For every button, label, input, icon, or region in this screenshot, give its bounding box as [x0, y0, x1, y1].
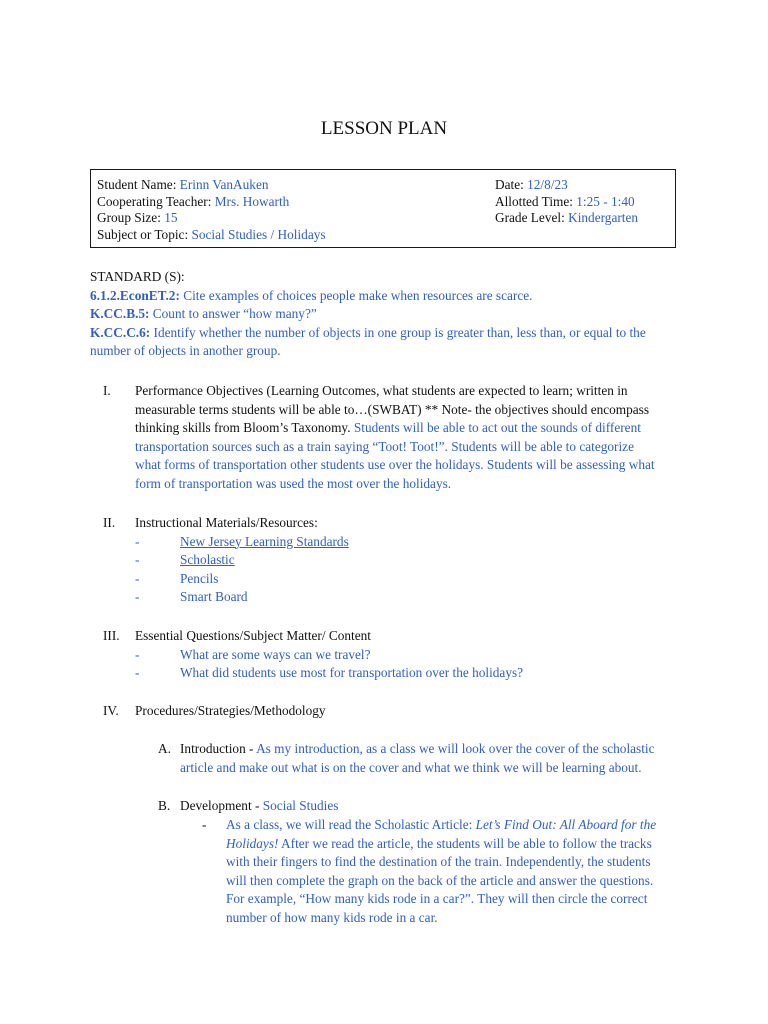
grade-level-label: Grade Level:	[495, 210, 565, 225]
standard-code: 6.1.2.EconET.2:	[90, 287, 180, 303]
procedure-text: As my introduction, as a class we will look over the cover of the scholastic	[256, 741, 655, 756]
procedure-line: article and make out what is on the cover and what we think we will be learning about.	[180, 759, 642, 775]
development-line	[226, 835, 676, 854]
standard-item-continued: number of objects in another group.	[90, 343, 281, 359]
development-detail	[90, 816, 690, 931]
development-line: will then complete the graph on the back of the article and answer the questions.	[226, 872, 654, 888]
list-item-text: What did students use most for transportation over the holidays?	[180, 665, 524, 681]
materials-list	[135, 533, 690, 607]
group-size-value: 15	[164, 210, 178, 225]
section-numeral: IV.	[103, 703, 119, 718]
dash-bullet: -	[135, 646, 140, 662]
section-body	[135, 382, 690, 494]
objectives-line: Performance Objectives (Learning Outcomes, what students are expected to learn; written in	[135, 383, 628, 398]
procedure-heading	[180, 797, 700, 816]
standards-section	[90, 268, 690, 361]
development-line: number of how many kids rode in a car.	[226, 909, 438, 925]
procedure-label: Development -	[180, 798, 263, 813]
article-title: Holidays!	[226, 835, 279, 851]
development-line: For example, “How many kids rode in a car?”. They will then circle the correct	[226, 891, 648, 907]
standard-item	[90, 324, 690, 343]
link-scholastic[interactable]: Scholastic	[180, 552, 235, 568]
procedure-topic: Social Studies	[262, 798, 339, 813]
link-nj-standards[interactable]: New Jersey Learning Standards	[180, 533, 349, 549]
grade-level-row	[495, 210, 638, 227]
procedure-body	[180, 740, 700, 777]
article-title: Let’s Find Out: All Aboard for the	[475, 817, 657, 832]
section-heading: Instructional Materials/Resources:	[135, 515, 318, 530]
procedure-letter: B.	[158, 798, 171, 813]
section-performance-objectives	[90, 382, 690, 497]
info-left-column	[97, 177, 326, 243]
objectives-line: transportation sources such as a train saying “Toot! Toot!”. Students will be able to categorize	[135, 438, 634, 454]
development-text: After we read the article, the students will be able to follow the tracks	[278, 835, 652, 851]
subject-row	[97, 227, 326, 244]
section-numeral: II.	[103, 515, 116, 530]
list-item	[135, 551, 690, 570]
list-item	[135, 588, 690, 607]
teacher-value: Mrs. Howarth	[214, 193, 290, 209]
info-right-column	[495, 177, 638, 227]
dash-bullet: -	[135, 533, 140, 549]
info-box	[90, 169, 676, 248]
section-body	[135, 514, 690, 607]
student-name-value: Erinn VanAuken	[179, 177, 269, 192]
student-name-row	[97, 177, 326, 194]
grade-level-value: Kindergarten	[568, 210, 639, 225]
standard-text: Count to answer “how many?”	[149, 306, 317, 322]
standard-code: K.CC.B.5:	[90, 306, 150, 322]
list-item-text: Smart Board	[180, 589, 248, 605]
section-essential-questions	[90, 627, 690, 685]
standard-item	[90, 287, 690, 306]
section-heading: Procedures/Strategies/Methodology	[135, 703, 326, 718]
list-item	[135, 570, 690, 589]
dash-bullet: -	[202, 817, 207, 832]
date-value: 12/8/23	[527, 177, 568, 192]
objectives-line: what forms of transportation other students use over the holidays. Students will be assessing what	[135, 457, 655, 473]
date-label: Date:	[495, 177, 524, 192]
section-numeral: III.	[103, 628, 120, 643]
subject-value: Social Studies / Holidays	[191, 226, 326, 242]
group-size-row	[97, 210, 326, 227]
standard-code: K.CC.C.6:	[90, 324, 151, 340]
teacher-label: Cooperating Teacher:	[97, 193, 212, 209]
section-materials	[90, 514, 690, 609]
standard-text: Identify whether the number of objects in one group is greater than, less than, or equal to the	[150, 324, 646, 340]
development-line	[226, 816, 676, 835]
procedure-line	[180, 740, 700, 759]
teacher-row	[97, 194, 326, 211]
procedure-introduction	[90, 740, 690, 780]
objectives-line: form of transportation was used the most over the holidays.	[135, 475, 452, 491]
objectives-line	[135, 419, 690, 438]
section-heading: Essential Questions/Subject Matter/ Content	[135, 628, 371, 643]
dash-bullet: -	[135, 589, 140, 605]
date-row	[495, 177, 638, 194]
questions-list	[135, 646, 690, 683]
group-size-label: Group Size:	[97, 210, 161, 225]
standard-text: Cite examples of choices people make when resources are scarce.	[179, 287, 533, 303]
section-numeral: I.	[103, 383, 111, 398]
standards-heading: STANDARD (S):	[90, 269, 185, 284]
section-procedures	[90, 702, 690, 722]
list-item-text: Pencils	[180, 570, 219, 586]
procedure-development	[90, 797, 690, 817]
objectives-text: Students will be able to act out the sounds of different	[353, 420, 641, 436]
dash-bullet: -	[135, 552, 140, 568]
development-line: with their fingers to find the destination of the train. Independently, the students	[226, 854, 651, 870]
student-name-label: Student Name:	[97, 177, 177, 192]
list-item	[135, 533, 690, 552]
development-text: As a class, we will read the Scholastic Article:	[226, 817, 476, 832]
procedure-label: Introduction -	[180, 741, 257, 756]
development-body	[226, 816, 676, 928]
dash-bullet: -	[135, 665, 140, 681]
allotted-time-row	[495, 194, 638, 211]
list-item-text: What are some ways can we travel?	[180, 646, 371, 662]
objectives-text: thinking skills from Bloom’s Taxonomy.	[135, 420, 354, 436]
list-item	[135, 664, 690, 683]
page-title: LESSON PLAN	[320, 118, 448, 139]
allotted-time-value: 1:25 - 1:40	[576, 193, 635, 209]
objectives-line: measurable terms students will be able to…(SWBAT) ** Note- the objectives should encompass	[135, 401, 650, 417]
list-item	[135, 646, 690, 665]
allotted-time-label: Allotted Time:	[495, 193, 573, 209]
subject-label: Subject or Topic:	[97, 226, 189, 242]
dash-bullet: -	[135, 570, 140, 586]
procedure-letter: A.	[158, 741, 171, 756]
standard-item	[90, 305, 690, 324]
section-body	[135, 627, 690, 683]
